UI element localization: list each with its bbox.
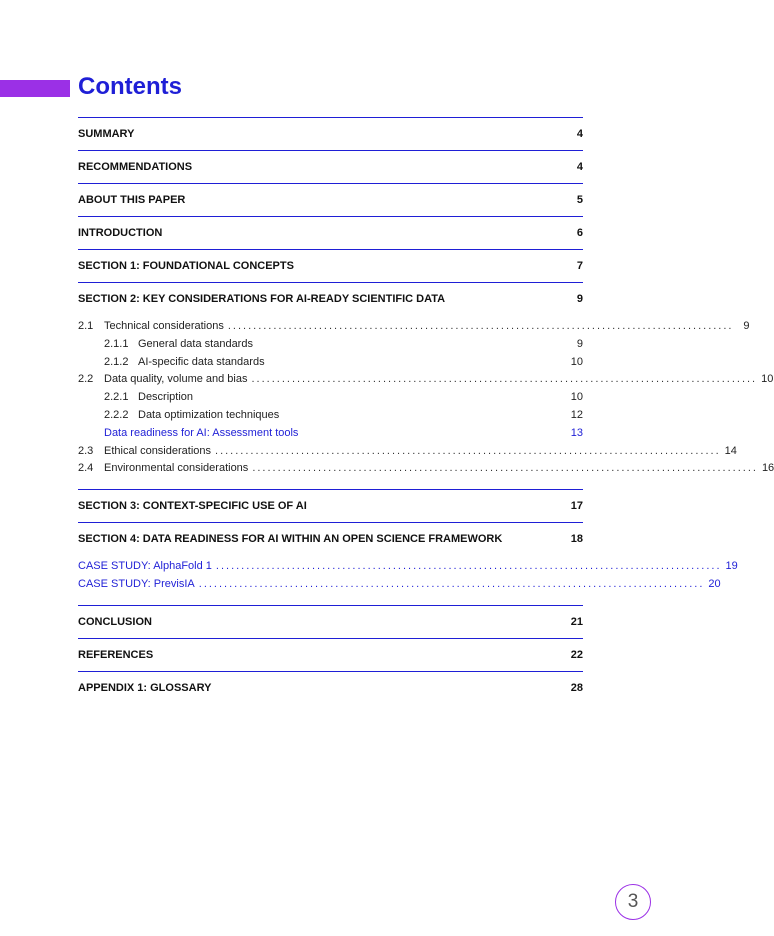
toc-section-summary[interactable]: SUMMARY 4 (78, 117, 583, 150)
toc-entry-case-study-alphafold[interactable]: CASE STUDY: AlphaFold 1 .................................................................................................... 19 (78, 560, 738, 573)
accent-bar (0, 80, 70, 97)
toc-section-1[interactable]: SECTION 1: FOUNDATIONAL CONCEPTS 7 (78, 249, 583, 282)
section-2-entries (78, 315, 774, 489)
toc-entry-2-1[interactable]: 2.1 Technical considerations .................................................................................................... 9 (78, 320, 750, 332)
toc-section-3[interactable]: SECTION 3: CONTEXT-SPECIFIC USE OF AI 17 (78, 489, 583, 522)
toc-entry-2-4[interactable]: 2.4 Environmental considerations .................................................................................................... 16 (78, 462, 774, 475)
leader-dots: .................................................................................................... (227, 320, 734, 332)
toc-section-conclusion[interactable]: CONCLUSION 21 (78, 605, 583, 638)
leader-dots: .................................................................................................... (251, 373, 758, 386)
toc-section-appendix[interactable]: APPENDIX 1: GLOSSARY 28 (78, 671, 583, 704)
leader-dots: .................................................................................................... (252, 462, 758, 475)
toc-section-2[interactable]: SECTION 2: KEY CONSIDERATIONS FOR AI-READY SCIENTIFIC DATA 9 (78, 282, 583, 315)
toc-section-introduction[interactable]: INTRODUCTION 6 (78, 216, 583, 249)
page-title: Contents (78, 73, 182, 100)
page-number: 3 (615, 884, 651, 920)
toc-entry-case-study-previsia[interactable]: CASE STUDY: PrevisIA .................................................................................................... 20 (78, 577, 721, 590)
leader-dots: .................................................................................................... (215, 560, 722, 573)
toc-section-references[interactable]: REFERENCES 22 (78, 638, 583, 671)
toc-entry-2-2-1[interactable]: 2.2.1 Description 10 (104, 391, 583, 404)
leader-dots: .................................................................................................... (215, 444, 721, 457)
toc-section-4[interactable]: SECTION 4: DATA READINESS FOR AI WITHIN AN OPEN SCIENCE FRAMEWORK 18 (78, 522, 583, 555)
toc-entry-2-1-1[interactable]: 2.1.1 General data standards 9 (104, 337, 583, 350)
leader-dots: .................................................................................................... (198, 577, 705, 590)
toc-entry-2-1-2[interactable]: 2.1.2 AI-specific data standards 10 (104, 355, 583, 368)
toc-entry-2-2-2[interactable]: 2.2.2 Data optimization techniques 12 (104, 408, 583, 421)
table-of-contents (78, 117, 774, 704)
toc-entry-2-3[interactable]: 2.3 Ethical considerations .................................................................................................... 14 (78, 444, 737, 457)
toc-section-about[interactable]: ABOUT THIS PAPER 5 (78, 183, 583, 216)
case-study-entries (78, 555, 738, 605)
toc-section-recommendations[interactable]: RECOMMENDATIONS 4 (78, 150, 583, 183)
toc-entry-2-2[interactable]: 2.2 Data quality, volume and bias .................................................................................................... 10 (78, 373, 774, 386)
toc-entry-assessment-tools[interactable]: Data readiness for AI: Assessment tools 13 (104, 426, 583, 439)
